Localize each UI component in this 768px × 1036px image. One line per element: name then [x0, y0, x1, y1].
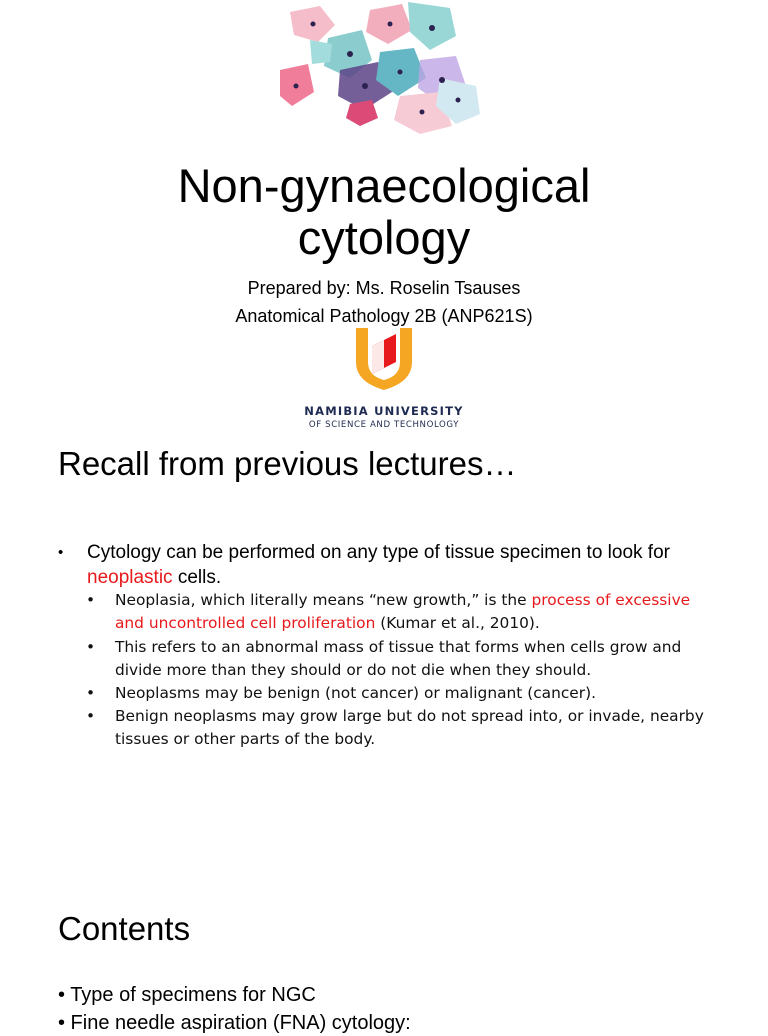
sub-bullet-benign-growth: • Benign neoplasms may grow large but do not spread into, or invade, nearby tissues or other parts of the body. [86, 707, 704, 748]
main-bullet-text: Cytology can be performed on any type of tissue specimen to look for neoplastic cells. [87, 542, 670, 588]
contents-item: • Fine needle aspiration (FNA) cytology: [58, 1012, 411, 1034]
cytology-cells-image [280, 0, 485, 135]
highlight-neoplastic: neoplastic [87, 567, 173, 588]
sub-bullet-neoplasia: • Neoplasia, which literally means “new growth,” is the process of excessive and uncontrolled cell proliferation (Kumar et al., 2010). [86, 591, 691, 632]
presentation-title [84, 160, 684, 264]
contents-heading: Contents [58, 910, 191, 947]
title-line-2: cytology [297, 211, 471, 264]
university-logo-icon [352, 322, 416, 392]
highlight-process: process of excessive and uncontrolled cell proliferation [115, 591, 691, 632]
university-name: NAMIBIA UNIVERSITY [304, 404, 464, 418]
course-name: Anatomical Pathology 2B (ANP621S) [235, 306, 533, 326]
contents-item: • Type of specimens for NGC [58, 984, 316, 1006]
university-subtitle: OF SCIENCE AND TECHNOLOGY [308, 420, 460, 430]
prepared-by: Prepared by: Ms. Roselin Tsauses [247, 278, 521, 298]
recall-heading: Recall from previous lectures… [58, 445, 517, 482]
bullet-dot: • [58, 544, 64, 561]
main-bullet [58, 540, 718, 590]
sub-bullet-abnormal-mass: • This refers to an abnormal mass of tissue that forms when cells grow and divide more than they should or do not die when they should. [86, 638, 682, 679]
sub-bullet-benign-malignant: • Neoplasms may be benign (not cancer) or malignant (cancer). [86, 684, 596, 702]
title-line-1: Non-gynaecological [177, 159, 591, 212]
